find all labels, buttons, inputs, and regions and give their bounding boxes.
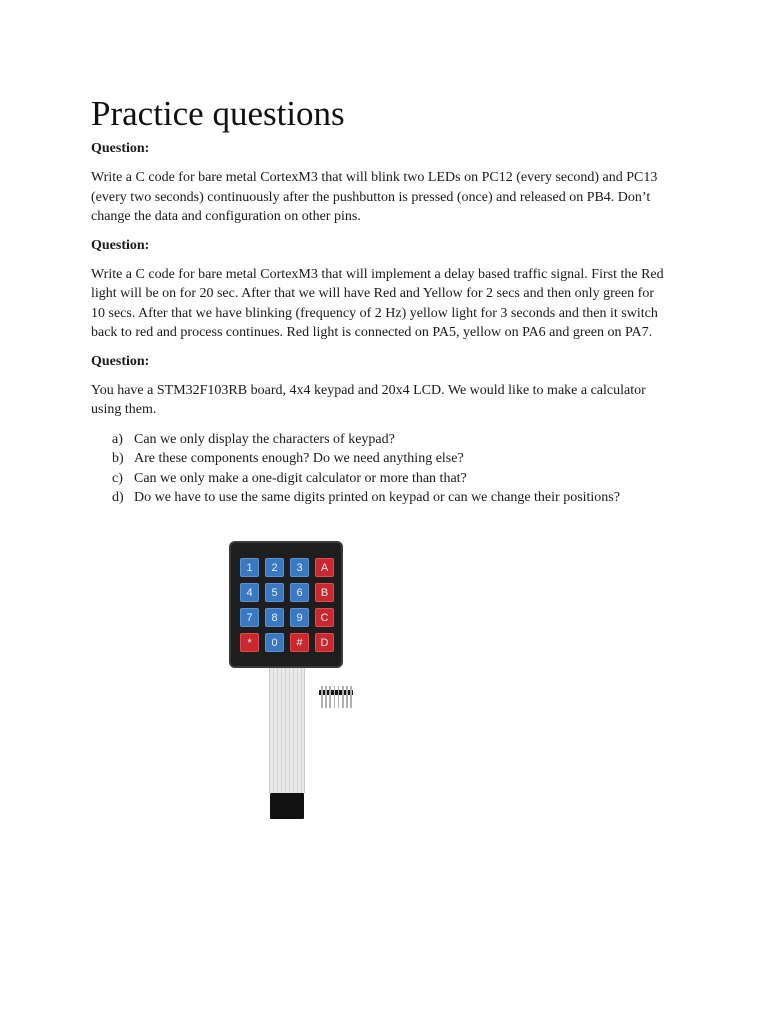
sub-question-list: [91, 430, 671, 508]
question-label: Question:: [91, 141, 150, 156]
keypad-image: [229, 541, 369, 821]
keypad-key: B: [315, 583, 334, 602]
keypad-key: 4: [240, 583, 259, 602]
header-pin: [321, 686, 323, 708]
keypad-key: 5: [265, 583, 284, 602]
keypad-key: C: [315, 608, 334, 627]
list-marker: b): [112, 451, 124, 466]
keypad-keys: [240, 558, 334, 652]
header-pin: [329, 686, 331, 708]
list-item: [91, 449, 671, 469]
question-block-2: [91, 237, 671, 343]
header-pin: [325, 686, 327, 708]
keypad-key: D: [315, 633, 334, 652]
keypad-key: 1: [240, 558, 259, 577]
header-pin: [338, 686, 340, 708]
keypad-key: 6: [290, 583, 309, 602]
question-label: Question:: [91, 353, 150, 369]
keypad-key: 8: [265, 608, 284, 627]
list-item-text: Do we have to use the same digits printed on keypad or can we change their positions?: [134, 490, 620, 505]
keypad-key: 2: [265, 558, 284, 577]
page-title: Practice questions: [91, 94, 345, 133]
question-text: Write a C code for bare metal CortexM3 that will implement a delay based traffic signal. First the Red light will be on for 20 sec. After that we will have Red and Yellow for 2 secs and then only green for 10 secs. After that we have blinking (frequency of 2 Hz) yellow light for 3 seconds and then it switch back to red and process continues. Red light is connected on PA5, yellow on PA6 and green on PA7.: [91, 266, 664, 340]
list-item-text: Can we only make a one-digit calculator or more than that?: [134, 470, 467, 486]
list-item: [91, 488, 671, 508]
keypad-key: A: [315, 558, 334, 577]
keypad-body: [229, 541, 343, 668]
list-item: [91, 469, 671, 489]
question-block-1: [91, 140, 671, 227]
pin-header-bar: [319, 690, 353, 695]
document-page: [91, 92, 671, 508]
question-text: Write a C code for bare metal CortexM3 that will blink two LEDs on PC12 (every second) and PC13 (every two seconds) continuously after the pushbutton is pressed (once) and released on PB4. Don’t change the data and configuration on other pins.: [91, 170, 658, 224]
question-text: You have a STM32F103RB board, 4x4 keypad and 20x4 LCD. We would like to make a calculator using them.: [91, 382, 646, 417]
list-item-text: Are these components enough? Do we need anything else?: [134, 451, 464, 466]
ribbon-cable: [269, 668, 305, 793]
keypad-key: 0: [265, 633, 284, 652]
keypad-key: #: [290, 633, 309, 652]
header-pin: [350, 686, 352, 708]
ribbon-connector: [270, 793, 304, 819]
list-item-text: Can we only display the characters of keypad?: [134, 431, 395, 447]
list-marker: a): [112, 431, 123, 447]
list-marker: d): [112, 490, 124, 505]
header-pin: [346, 686, 348, 708]
list-item: [91, 430, 671, 450]
header-pin: [334, 686, 336, 708]
keypad-key: *: [240, 633, 259, 652]
pin-header-image: [319, 686, 353, 710]
header-pin: [342, 686, 344, 708]
keypad-key: 9: [290, 608, 309, 627]
question-block-3: [91, 353, 671, 508]
list-marker: c): [112, 470, 123, 486]
keypad-key: 3: [290, 558, 309, 577]
question-label: Question:: [91, 237, 150, 253]
keypad-key: 7: [240, 608, 259, 627]
